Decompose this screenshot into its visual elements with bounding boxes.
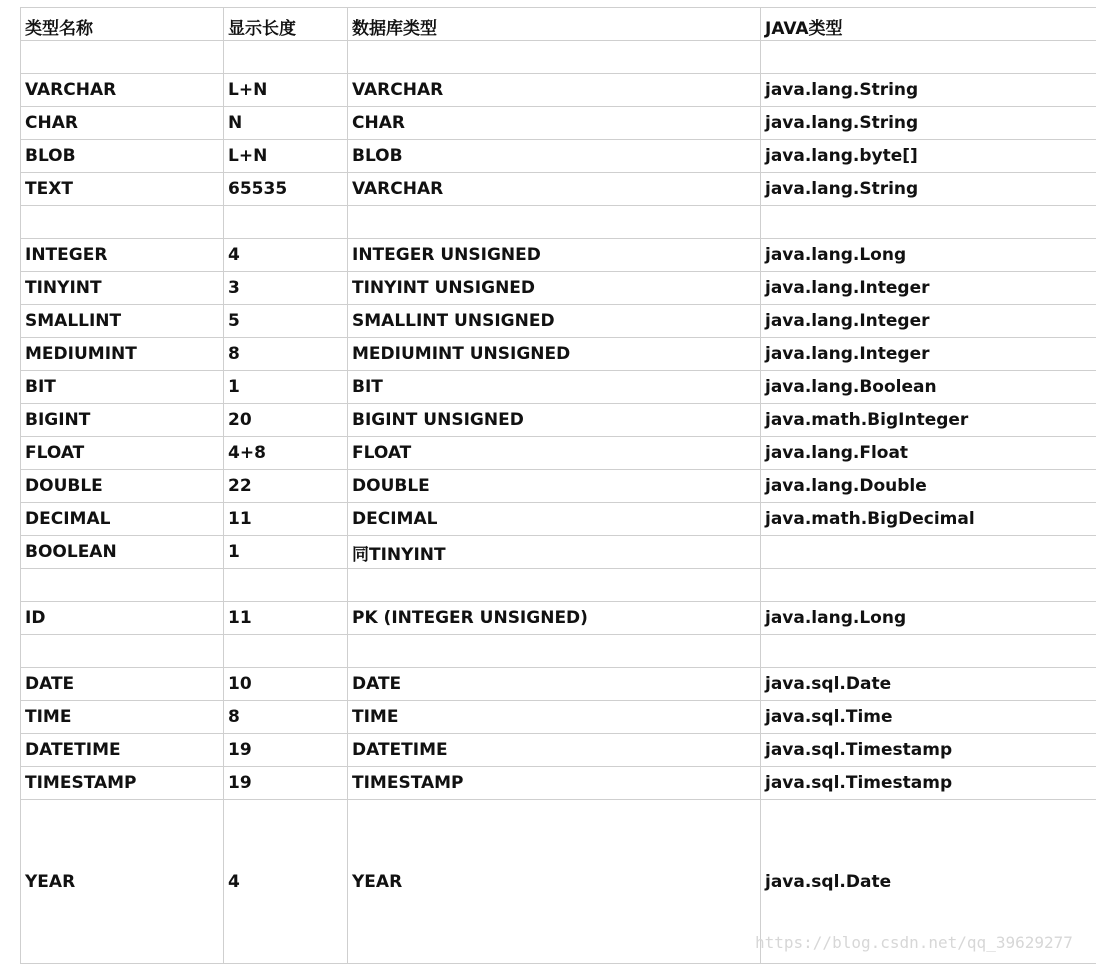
cell-db-type: DATETIME [348, 734, 761, 767]
cell-db-type: BLOB [348, 140, 761, 173]
cell-type-name: TIME [21, 701, 224, 734]
cell-type-name: CHAR [21, 107, 224, 140]
cell-java-type: java.lang.String [761, 74, 1096, 107]
cell-db-type: PK (INTEGER UNSIGNED) [348, 602, 761, 635]
cell-display-length: 11 [224, 602, 348, 635]
table-row [21, 635, 1096, 668]
cell-java-type [761, 206, 1096, 239]
cell-display-length [224, 635, 348, 668]
table-row [21, 305, 1096, 338]
cell-display-length: N [224, 107, 348, 140]
type-mapping-table [20, 7, 1096, 964]
cell-display-length: L+N [224, 140, 348, 173]
cell-java-type: java.sql.Timestamp [761, 767, 1096, 800]
cell-java-type: java.lang.Float [761, 437, 1096, 470]
cell-type-name: TIMESTAMP [21, 767, 224, 800]
cell-java-type [761, 536, 1096, 569]
cell-display-length: 3 [224, 272, 348, 305]
cell-display-length [224, 569, 348, 602]
cell-display-length: 19 [224, 767, 348, 800]
cell-java-type: java.sql.Time [761, 701, 1096, 734]
cell-display-length: 5 [224, 305, 348, 338]
cell-java-type: java.lang.byte[] [761, 140, 1096, 173]
cell-type-name: VARCHAR [21, 74, 224, 107]
cell-db-type: FLOAT [348, 437, 761, 470]
cell-java-type: java.lang.String [761, 107, 1096, 140]
table-row [21, 668, 1096, 701]
cell-java-type: java.lang.Integer [761, 272, 1096, 305]
table-row [21, 338, 1096, 371]
table-body [21, 8, 1096, 964]
cell-db-type [348, 569, 761, 602]
cell-type-name: FLOAT [21, 437, 224, 470]
cell-java-type [761, 41, 1096, 74]
cell-db-type: TINYINT UNSIGNED [348, 272, 761, 305]
cell-type-name: DOUBLE [21, 470, 224, 503]
cell-db-type: DECIMAL [348, 503, 761, 536]
cell-type-name: BLOB [21, 140, 224, 173]
table-row [21, 437, 1096, 470]
cell-display-length [224, 206, 348, 239]
cell-db-type: BIT [348, 371, 761, 404]
cell-java-type: java.lang.Boolean [761, 371, 1096, 404]
cell-type-name: BOOLEAN [21, 536, 224, 569]
cell-java-type: java.lang.Long [761, 602, 1096, 635]
cell-display-length: 65535 [224, 173, 348, 206]
cell-display-length: 1 [224, 371, 348, 404]
table-row [21, 701, 1096, 734]
cell-java-type [761, 635, 1096, 668]
cell-db-type: TIMESTAMP [348, 767, 761, 800]
cell-type-name: YEAR [21, 800, 224, 964]
cell-java-type: java.lang.Integer [761, 338, 1096, 371]
cell-db-type: VARCHAR [348, 173, 761, 206]
cell-display-length: 4 [224, 800, 348, 964]
cell-db-type: VARCHAR [348, 74, 761, 107]
cell-java-type: java.math.BigDecimal [761, 503, 1096, 536]
table-row [21, 767, 1096, 800]
cell-db-type: MEDIUMINT UNSIGNED [348, 338, 761, 371]
cell-java-type: java.lang.Long [761, 239, 1096, 272]
cell-type-name: DATETIME [21, 734, 224, 767]
cell-display-length: 4+8 [224, 437, 348, 470]
cell-db-type: CHAR [348, 107, 761, 140]
cell-type-name: MEDIUMINT [21, 338, 224, 371]
table-row [21, 107, 1096, 140]
table-row [21, 569, 1096, 602]
table-row [21, 140, 1096, 173]
cell-type-name: DECIMAL [21, 503, 224, 536]
cell-db-type: TIME [348, 701, 761, 734]
cell-display-length: 4 [224, 239, 348, 272]
table-row [21, 536, 1096, 569]
table-row [21, 206, 1096, 239]
table-row [21, 41, 1096, 74]
cell-db-type [348, 635, 761, 668]
cell-java-type: java.lang.Integer [761, 305, 1096, 338]
cell-type-name [21, 41, 224, 74]
header-row [21, 8, 1096, 41]
cell-display-length: 8 [224, 701, 348, 734]
cell-type-name: SMALLINT [21, 305, 224, 338]
cell-display-length: 11 [224, 503, 348, 536]
table-row [21, 404, 1096, 437]
cell-java-type: java.math.BigInteger [761, 404, 1096, 437]
table-row [21, 74, 1096, 107]
cell-type-name: DATE [21, 668, 224, 701]
cell-db-type: DOUBLE [348, 470, 761, 503]
cell-type-name [21, 569, 224, 602]
table-row [21, 503, 1096, 536]
cell-java-type: java.sql.Date [761, 668, 1096, 701]
table-row [21, 371, 1096, 404]
cell-db-type [348, 206, 761, 239]
cell-db-type [348, 41, 761, 74]
table-row [21, 734, 1096, 767]
cell-display-length: 19 [224, 734, 348, 767]
cell-type-name: TEXT [21, 173, 224, 206]
table-row [21, 602, 1096, 635]
cell-type-name: INTEGER [21, 239, 224, 272]
cell-type-name [21, 206, 224, 239]
cell-java-type [761, 569, 1096, 602]
table-row [21, 470, 1096, 503]
table-row [21, 239, 1096, 272]
table-row [21, 173, 1096, 206]
cell-type-name: ID [21, 602, 224, 635]
cell-java-type: java.sql.Timestamp [761, 734, 1096, 767]
cell-java-type: java.lang.Double [761, 470, 1096, 503]
header-db-type: 数据库类型 [348, 8, 761, 41]
cell-display-length: 8 [224, 338, 348, 371]
header-type-name: 类型名称 [21, 8, 224, 41]
cell-type-name: BIT [21, 371, 224, 404]
cell-db-type: INTEGER UNSIGNED [348, 239, 761, 272]
cell-db-type: YEAR [348, 800, 761, 964]
header-display-length: 显示长度 [224, 8, 348, 41]
cell-type-name [21, 635, 224, 668]
cell-display-length: L+N [224, 74, 348, 107]
cell-display-length: 10 [224, 668, 348, 701]
cell-display-length [224, 41, 348, 74]
cell-db-type: BIGINT UNSIGNED [348, 404, 761, 437]
cell-display-length: 1 [224, 536, 348, 569]
cell-java-type: java.sql.Date [761, 800, 1096, 964]
cell-type-name: TINYINT [21, 272, 224, 305]
cell-db-type: SMALLINT UNSIGNED [348, 305, 761, 338]
watermark: https://blog.csdn.net/qq_39629277 [755, 933, 1073, 952]
cell-db-type: 同TINYINT [348, 536, 761, 569]
cell-db-type: DATE [348, 668, 761, 701]
cell-type-name: BIGINT [21, 404, 224, 437]
cell-display-length: 22 [224, 470, 348, 503]
cell-display-length: 20 [224, 404, 348, 437]
header-java-type: JAVA类型 [761, 8, 1096, 41]
cell-java-type: java.lang.String [761, 173, 1096, 206]
table-row [21, 272, 1096, 305]
